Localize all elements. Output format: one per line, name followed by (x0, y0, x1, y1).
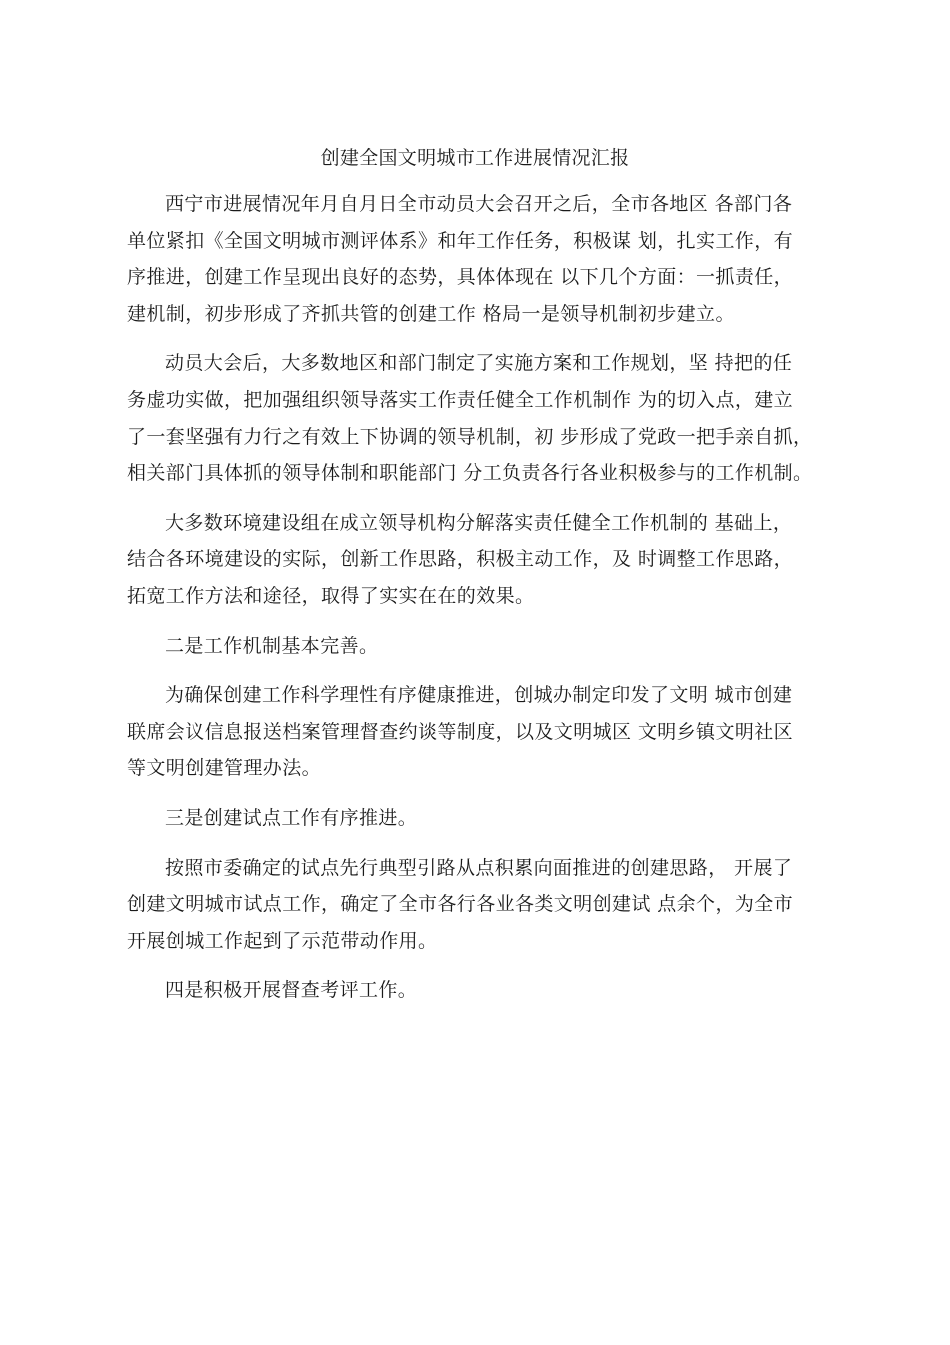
paragraph-line: 开展创城工作起到了示范带动作用。 (127, 929, 438, 952)
paragraph-line: 联席会议信息报送档案管理督查约谈等制度，以及文明城区 文明乡镇文明社区 (127, 720, 794, 743)
paragraph (127, 677, 822, 787)
paragraph (127, 505, 822, 615)
paragraph-line: 西宁市进展情况年月自月日全市动员大会召开之后，全市各地区 各部门各 (165, 193, 793, 215)
paragraph (127, 345, 822, 491)
paragraph (127, 628, 822, 665)
paragraph (127, 972, 822, 1009)
paragraph-line: 按照市委确定的试点先行典型引路从点积累向面推进的创建思路， 开展了 (165, 856, 793, 879)
paragraph-line: 四是积极开展督查考评工作。 (165, 979, 418, 1002)
paragraph-line: 结合各环境建设的实际，创新工作思路，积极主动工作，及 时调整工作思路， (127, 548, 794, 571)
paragraph-line: 动员大会后，大多数地区和部门制定了实施方案和工作规划，坚 持把的任 (165, 352, 793, 375)
paragraph-line: 单位紧扣《全国文明城市测评体系》和年工作任务，积极谋 划，扎实工作，有 (127, 229, 794, 252)
paragraph (127, 186, 822, 332)
paragraph-line: 等文明创建管理办法。 (127, 757, 322, 780)
paragraph-line: 大多数环境建设组在成立领导机构分解落实责任健全工作机制的 基础上， (165, 511, 793, 534)
paragraph-line: 务虚功实做，把加强组织领导落实工作责任健全工作机制作 为的切入点，建立 (127, 388, 794, 411)
paragraph-line: 了一套坚强有力行之有效上下协调的领导机制，初 步形成了党政一把手亲自抓， (127, 425, 813, 448)
paragraph-line: 二是工作机制基本完善。 (165, 634, 379, 657)
paragraph-line: 为确保创建工作科学理性有序健康推进，创城办制定印发了文明 城市创建 (165, 684, 793, 707)
paragraph (127, 800, 822, 837)
paragraph-line: 相关部门具体抓的领导体制和职能部门 分工负责各行各业积极参与的工作机制。 (127, 462, 813, 485)
document-body (127, 186, 822, 1022)
paragraph-line: 三是创建试点工作有序推进。 (165, 806, 418, 829)
paragraph-line: 拓宽工作方法和途径，取得了实实在在的效果。 (127, 584, 535, 607)
paragraph (127, 850, 822, 960)
paragraph-line: 序推进，创建工作呈现出良好的态势，具体体现在 以下几个方面：一抓责任， (127, 266, 794, 289)
paragraph-line: 创建文明城市试点工作，确定了全市各行各业各类文明创建试 点余个，为全市 (127, 893, 794, 916)
document-title: 创建全国文明城市工作进展情况汇报 (320, 147, 630, 169)
paragraph-line: 建机制，初步形成了齐抓共管的创建工作 格局一是领导机制初步建立。 (127, 302, 735, 325)
